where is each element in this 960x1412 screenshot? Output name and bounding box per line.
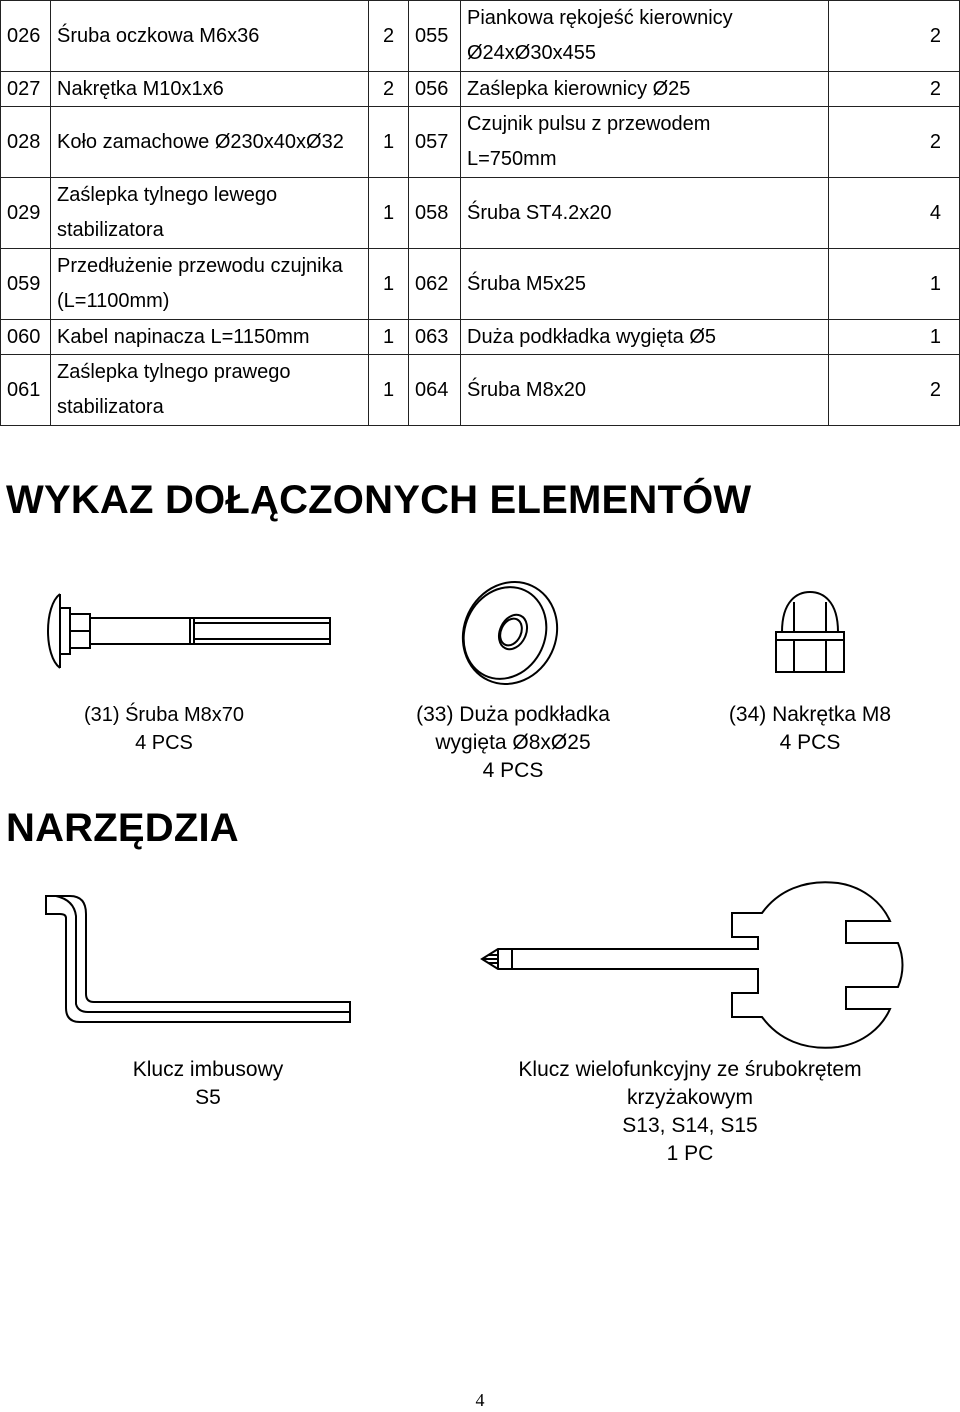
- caption-bolt: [64, 701, 264, 757]
- part-number-cell: 060: [1, 320, 51, 355]
- caption-allen-key-label2: S5: [195, 1086, 221, 1109]
- caption-multi-tool-label3: S13, S14, S15: [622, 1114, 758, 1137]
- caption-bolt-label: (31) Śruba M8x70: [83, 704, 245, 726]
- part-name-cell: [51, 320, 369, 355]
- caption-washer-label: (33) Duża podkładka: [416, 703, 610, 726]
- part-number-cell: 026: [1, 1, 51, 72]
- included-parts-heading: WYKAZ DOŁĄCZONYCH ELEMENTÓW: [6, 478, 752, 522]
- part-number-cell: 055: [409, 1, 461, 72]
- part-number-cell: 058: [409, 178, 461, 249]
- part-name-line: stabilizatora: [57, 396, 164, 418]
- part-name-cell: [461, 1, 829, 72]
- caption-multi-tool-qty: 1 PC: [666, 1142, 714, 1165]
- part-number-cell: 057: [409, 107, 461, 178]
- part-qty-cell: 2: [829, 72, 960, 107]
- table-row: [1, 178, 960, 249]
- part-name-line: Nakrętka M10x1x6: [57, 78, 224, 100]
- part-name-cell: [461, 320, 829, 355]
- part-name-line: Kabel napinacza L=1150mm: [57, 326, 310, 348]
- part-qty-cell: 1: [369, 107, 409, 178]
- part-name-cell: [51, 1, 369, 72]
- part-qty-cell: 1: [369, 249, 409, 320]
- part-qty-cell: 2: [829, 355, 960, 426]
- part-name-cell: [461, 72, 829, 107]
- part-name-line: Duża podkładka wygięta Ø5: [467, 326, 717, 348]
- part-qty-cell: 1: [369, 320, 409, 355]
- caption-nut-label: (34) Nakrętka M8: [728, 703, 892, 726]
- part-name-line: stabilizatora: [57, 219, 164, 241]
- caption-washer: [398, 701, 628, 785]
- part-name-line: Zaślepka tylnego lewego: [57, 184, 278, 206]
- part-name-line: Śruba M5x25: [467, 273, 586, 295]
- multi-tool-wrench-icon: [478, 875, 908, 1055]
- part-number-cell: 056: [409, 72, 461, 107]
- caption-washer-label2: wygięta Ø8xØ25: [435, 731, 591, 754]
- part-name-line: Śruba oczkowa M6x36: [57, 25, 260, 47]
- part-qty-cell: 1: [829, 320, 960, 355]
- part-name-line: Śruba ST4.2x20: [467, 202, 612, 224]
- table-row: [1, 1, 960, 72]
- cap-nut-icon: [770, 590, 850, 680]
- part-qty-cell: 2: [829, 107, 960, 178]
- table-row: [1, 249, 960, 320]
- carriage-bolt-icon: [40, 586, 340, 676]
- caption-bolt-qty: 4 PCS: [135, 732, 193, 754]
- parts-table-body: [1, 1, 960, 426]
- part-qty-cell: 1: [369, 178, 409, 249]
- caption-nut-qty: 4 PCS: [779, 731, 841, 754]
- caption-multi-tool: [490, 1056, 890, 1168]
- part-number-cell: 029: [1, 178, 51, 249]
- table-row: [1, 320, 960, 355]
- part-name-line: Koło zamachowe Ø230x40xØ32: [57, 131, 344, 153]
- part-number-cell: 027: [1, 72, 51, 107]
- part-name-cell: [51, 178, 369, 249]
- part-name-cell: [461, 178, 829, 249]
- part-name-cell: [51, 355, 369, 426]
- caption-allen-key: [108, 1056, 308, 1112]
- curved-washer-icon: [455, 576, 565, 691]
- part-number-cell: 062: [409, 249, 461, 320]
- part-name-line: Zaślepka tylnego prawego: [57, 361, 291, 383]
- part-qty-cell: 1: [829, 249, 960, 320]
- part-number-cell: 028: [1, 107, 51, 178]
- caption-multi-tool-label: Klucz wielofunkcyjny ze śrubokrętem: [518, 1058, 862, 1081]
- part-name-cell: [51, 107, 369, 178]
- part-number-cell: 064: [409, 355, 461, 426]
- caption-nut: [710, 701, 910, 757]
- part-name-line: L=750mm: [467, 148, 557, 170]
- part-name-cell: [461, 107, 829, 178]
- page-number: 4: [475, 1390, 485, 1410]
- part-name-line: Zaślepka kierownicy Ø25: [467, 78, 691, 100]
- caption-washer-qty: 4 PCS: [482, 759, 544, 782]
- part-name-cell: [461, 249, 829, 320]
- part-name-line: Śruba M8x20: [467, 379, 586, 401]
- table-row: [1, 72, 960, 107]
- part-name-line: Przedłużenie przewodu czujnika: [57, 255, 343, 277]
- part-name-cell: [51, 72, 369, 107]
- allen-key-icon: [40, 890, 360, 1030]
- part-name-cell: [461, 355, 829, 426]
- part-name-cell: [51, 249, 369, 320]
- part-number-cell: 061: [1, 355, 51, 426]
- table-row: [1, 355, 960, 426]
- part-qty-cell: 1: [369, 355, 409, 426]
- part-qty-cell: 4: [829, 178, 960, 249]
- part-name-line: Ø24xØ30x455: [467, 42, 596, 64]
- caption-multi-tool-label2: krzyżakowym: [626, 1086, 753, 1109]
- parts-table: [0, 0, 960, 426]
- part-qty-cell: 2: [829, 1, 960, 72]
- part-name-line: (L=1100mm): [57, 290, 170, 312]
- table-row: [1, 107, 960, 178]
- part-number-cell: 059: [1, 249, 51, 320]
- part-name-line: Piankowa rękojeść kierownicy: [467, 7, 733, 29]
- tools-heading: NARZĘDZIA: [6, 806, 239, 850]
- part-qty-cell: 2: [369, 72, 409, 107]
- part-qty-cell: 2: [369, 1, 409, 72]
- caption-allen-key-label: Klucz imbusowy: [132, 1058, 284, 1081]
- part-number-cell: 063: [409, 320, 461, 355]
- part-name-line: Czujnik pulsu z przewodem: [467, 113, 711, 135]
